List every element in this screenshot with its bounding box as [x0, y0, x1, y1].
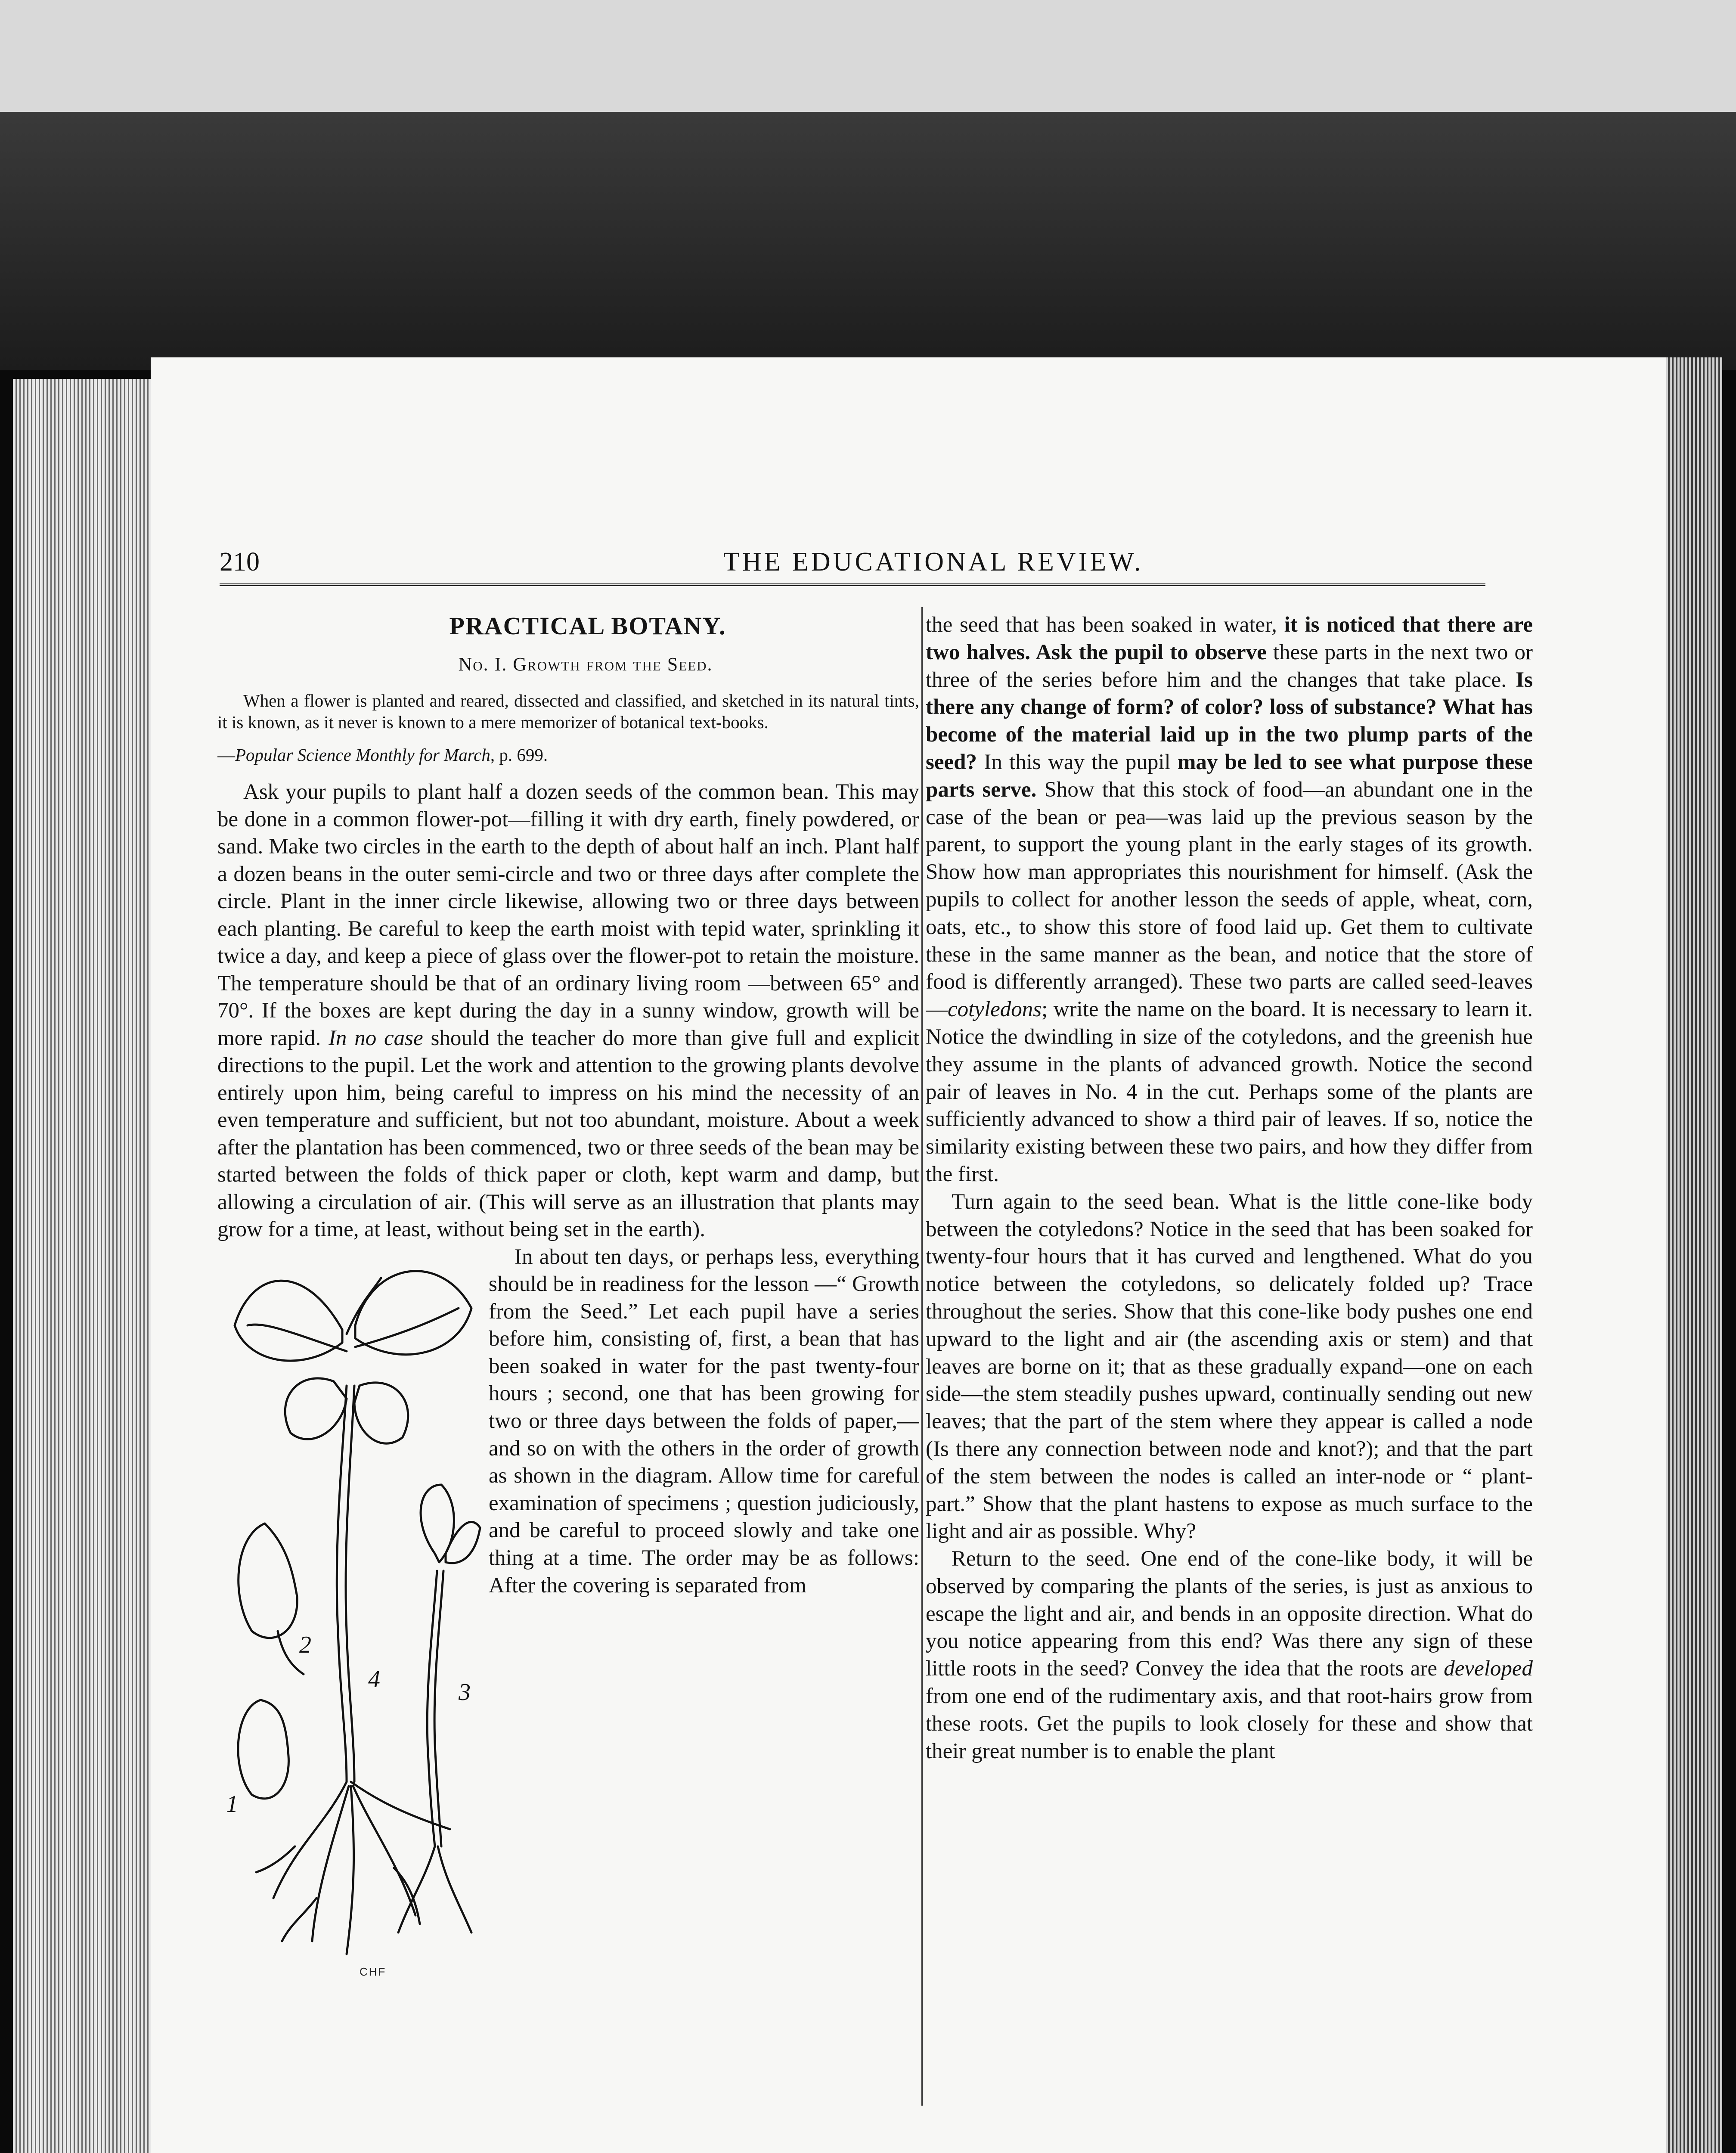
left-paragraph-1	[217, 779, 919, 1244]
right-p1-i: ; write the name on the board. It is necessary to learn it. Notice the dwindling in size of the cotyledons, and the greenish hue they assume in the plants of advanced growth. Notice the second pair of leaves in No. 4 in the cut. Perhaps some of the plants are sufficiently advanced to show a third pair of leaves. If so, notice the similarity existing between these two pairs, and how they differ from the first.	[926, 997, 1533, 1186]
left-paragraph-1-cont: should the teacher do more than give full and explicit directions to the pupil. Let the work and attention to the growing plants devolve entirely upon him, being careful to impress on his mind the necessity of an even temperature and sufficient, but not too abundant, moisture. About a week after the plantation has been commenced, two or three seeds of the bean may be started between the folds of thick paper or cloth, kept warm and damp, but allowing a circulation of air. (This will serve as an illustration that plants may grow for a time, at least, without being set in the earth).	[217, 1026, 919, 1241]
epigraph-dash: —	[217, 745, 235, 765]
right-p1-f: may be led to see what purpose these parts serve.	[926, 750, 1533, 802]
header-rule	[220, 583, 1485, 586]
right-p3-italic: developed	[1444, 1657, 1533, 1681]
journal-title: THE EDUCATIONAL REVIEW.	[723, 547, 1144, 577]
left-paragraph-1-italic: In no case	[328, 1026, 423, 1050]
figure-label-2: 2	[299, 1631, 311, 1658]
right-p1-c: these parts in the next two or three of the series before him and the changes that take place.	[926, 640, 1533, 692]
left-paragraph-2: In about ten days, or perhaps less, everything should be in readiness for the lesson —“ Growth from the Seed.” Let each pupil have a series before him, consisting of, first, a bean that has been soaked in water for the past twenty-four hours ; second, one that has been growing for two or three days between the folds of paper,—and so on with the others in the order of growth as shown in the diagram. Allow time for careful examination of specimens ; question judiciously, and be careful to proceed slowly and take one thing at a time. The order may be as follows: After the covering is separated from	[489, 1244, 919, 1598]
figure-signature: CHF	[360, 1965, 387, 1978]
right-paragraph-3	[926, 1545, 1533, 1765]
right-p3-a: Return to the seed. One end of the cone-like body, it will be observed by comparing the plants of the series, is just as anxious to escape the light and air, and bends in an opposite direction. What do you notice appearing from this end? Was there any sign of these little roots in the seed? Convey the idea that the roots are	[926, 1547, 1533, 1681]
article-title: PRACTICAL BOTANY.	[449, 612, 726, 640]
right-p3-b: from one end of the rudimentary axis, and that root-hairs grow from these roots. Get the pupils to look closely for these and show that their great number is to enable the plant	[926, 1684, 1533, 1763]
right-p1-b: it is noticed that there are two halves. Ask the pupil to observe	[926, 613, 1533, 664]
left-paragraph-1-text: Ask your pupils to plant half a dozen seeds of the common bean. This may be done in a common flower-pot—filling it with dry earth, finely powdered, or sand. Make two circles in the earth to the depth of about half an inch. Plant half a dozen beans in the outer semi-circle and two or three days after complete the circle. Plant in the inner circle likewise, allowing two or three days between each planting. Be careful to keep the earth moist with tepid water, sprinkling it twice a day, and keep a piece of glass over the flower-pot to retain the moisture. The temperature should be that of an ordinary living room —between 65° and 70°. If the boxes are kept during the day in a sunny window, growth will be more rapid.	[217, 780, 919, 1050]
epigraph-source-title: Popular Science Monthly for March	[235, 745, 490, 765]
figure-label-4: 4	[368, 1666, 380, 1693]
right-p1-italic: cotyledons	[948, 997, 1042, 1022]
right-p1-e: In this way the pupil	[984, 750, 1171, 774]
left-column	[217, 611, 919, 2127]
figure-block	[217, 1244, 919, 2128]
figure-wrap-text	[489, 1244, 919, 1600]
right-p1-d: Is there any change of form? of color? loss of substance? What has become of the material laid up in the two plump parts of the seed?	[926, 667, 1533, 774]
running-head	[220, 547, 1511, 586]
book-page-edges-left	[13, 379, 168, 2153]
right-paragraph-2: Turn again to the seed bean. What is the little cone-like body between the cotyledons? Notice in the seed that has been soaked for twenty-four hours that it has curved and lengthened. What do you notice between the cotyledons, so delicately folded up? Trace throughout the series. Show that this cone-like body pushes one end upward to the light and air (the ascending axis or stem) and that leaves are borne on it; that as these gradually expand—one on each side—the stem steadily pushes upward, continually sending out new leaves; that the part of the stem where they appear is called a node (Is there any connection between node and knot?); and that the part of the stem between the nodes is called an inter-node or “ plant-part.” Show that the plant hastens to expose as much surface to the light and air as possible. Why?	[926, 1189, 1533, 1544]
figure-label-3: 3	[459, 1678, 471, 1706]
scan-shadow-band	[0, 112, 1736, 370]
figure-label-1: 1	[226, 1790, 238, 1818]
scan-border-top	[0, 0, 1736, 129]
right-p1-h: Show how man appropriates this nourishment for himself. (Ask the pupils to collect for another lesson the seeds of apple, wheat, corn, oats, etc., to show this store of food laid up. Get them to cultivate these in the same manner as the bean, and notice that the store of food is differently arranged). These two parts are called seed-leaves—	[926, 860, 1533, 1022]
column-rule	[921, 607, 923, 2106]
right-p1-g: Show that this stock of food—an abundant one in the case of the bean or pea—was laid up the previous season by the parent, to support the young plant in the early stages of its growth.	[926, 777, 1533, 857]
epigraph-source	[217, 744, 919, 766]
right-paragraph-1	[926, 611, 1533, 1188]
page-number: 210	[220, 547, 260, 577]
epigraph: When a flower is planted and reared, dissected and classified, and sketched in its natural tints, it is known, as it never is known to a mere memorizer of botanical text-books.	[217, 691, 919, 732]
epigraph-page: , p. 699.	[490, 745, 548, 765]
right-column	[926, 611, 1533, 2127]
bean-growth-illustration	[217, 1244, 484, 2027]
book-page-edges-right	[1662, 357, 1722, 2153]
right-p1-a: the seed that has been soaked in water,	[926, 613, 1277, 637]
article-subtitle: No. I. Growth from the Seed.	[458, 654, 713, 675]
